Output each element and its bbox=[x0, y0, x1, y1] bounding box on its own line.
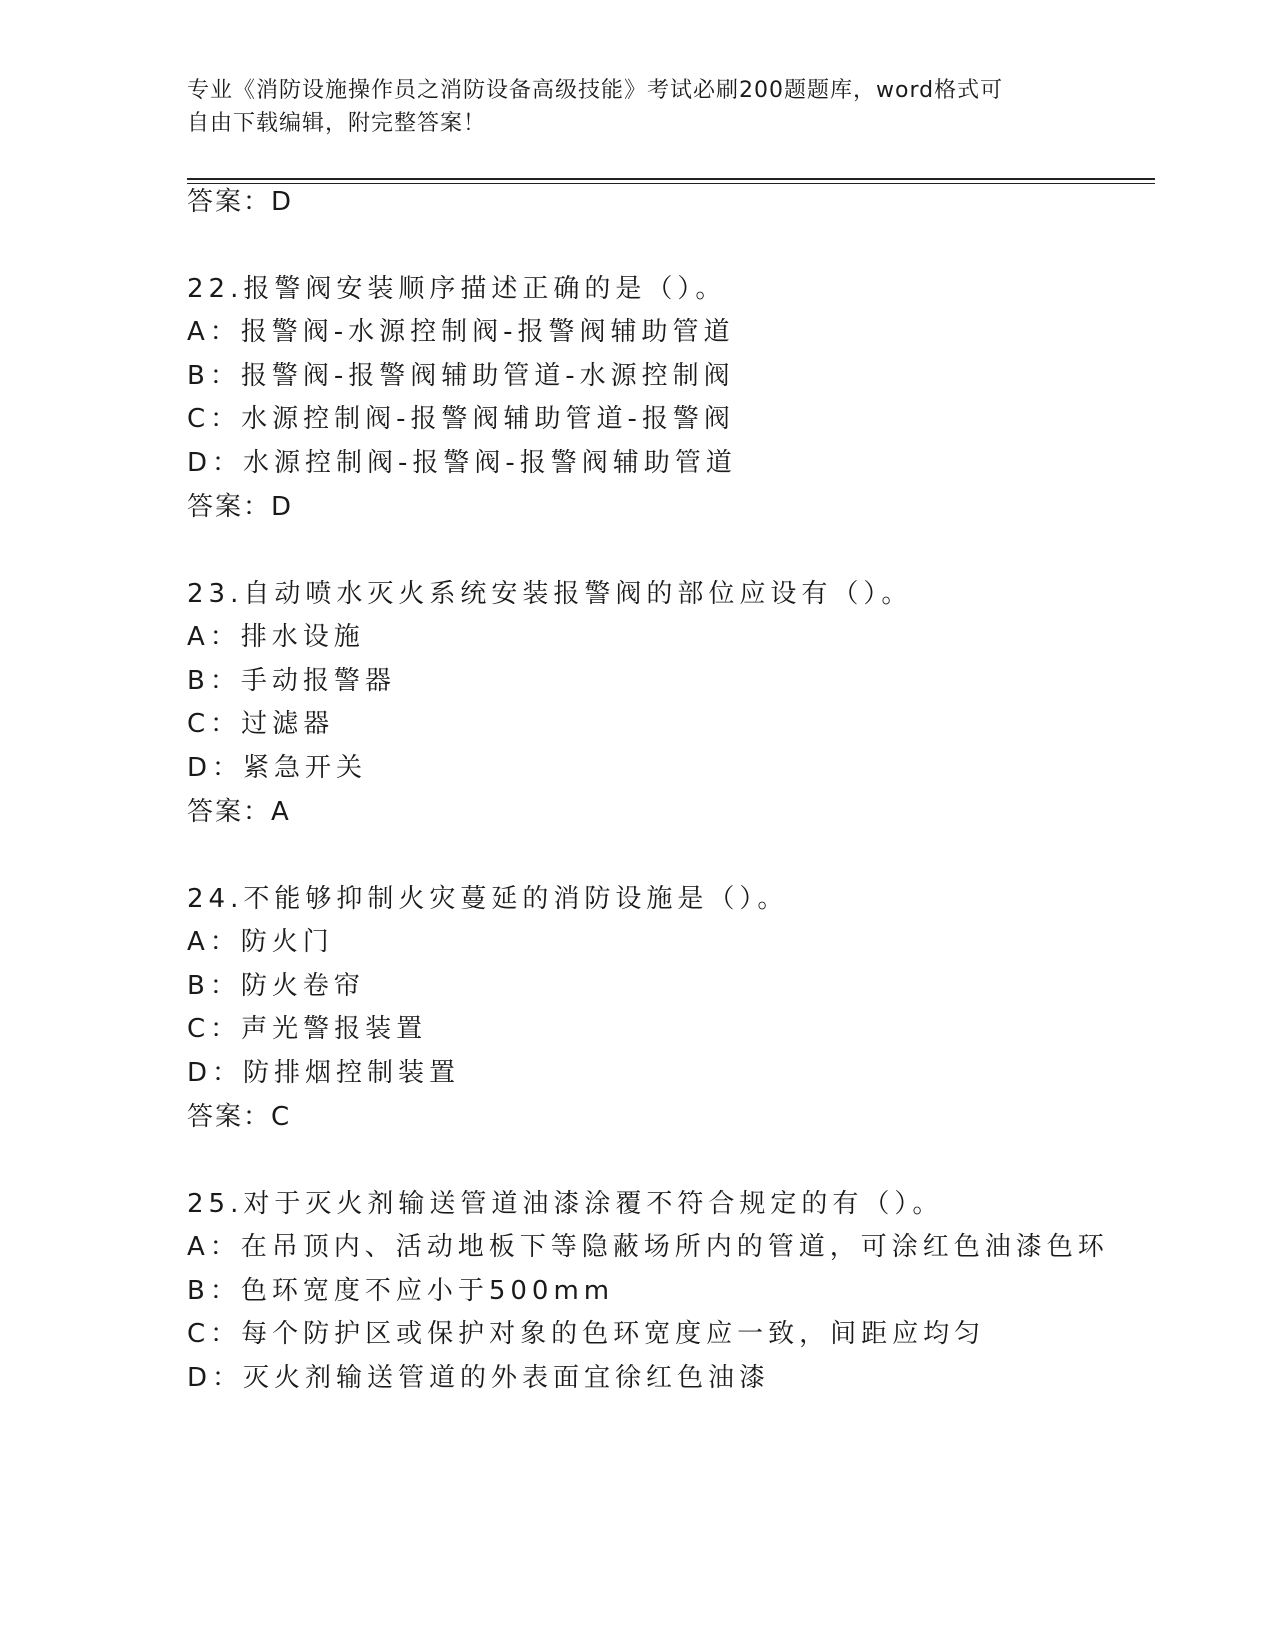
question-23-answer: 答案：A bbox=[187, 797, 291, 827]
question-23-option-a: A：排水设施 bbox=[187, 622, 365, 652]
header-divider-thin bbox=[187, 183, 1155, 184]
question-24-stem: 24.不能够抑制火灾蔓延的消防设施是（）。 bbox=[187, 884, 789, 914]
question-22-option-b: B：报警阀-报警阀辅助管道-水源控制阀 bbox=[187, 361, 735, 391]
question-22-option-a: A：报警阀-水源控制阀-报警阀辅助管道 bbox=[187, 317, 735, 347]
question-22-option-c: C：水源控制阀-报警阀辅助管道-报警阀 bbox=[187, 404, 735, 434]
header-line-2: 自由下载编辑，附完整答案！ bbox=[187, 111, 487, 136]
question-25-option-c: C：每个防护区或保护对象的色环宽度应一致，间距应均匀 bbox=[187, 1319, 986, 1349]
question-23-option-c: C：过滤器 bbox=[187, 709, 335, 739]
question-23-stem: 23.自动喷水灭火系统安装报警阀的部位应设有（）。 bbox=[187, 579, 913, 609]
question-24-option-c: C：声光警报装置 bbox=[187, 1014, 428, 1044]
question-24-option-a: A：防火门 bbox=[187, 927, 334, 957]
question-24-option-b: B：防火卷帘 bbox=[187, 971, 365, 1001]
question-24-option-d: D：防排烟控制装置 bbox=[187, 1058, 461, 1088]
question-23-option-b: B：手动报警器 bbox=[187, 666, 396, 696]
question-24-answer: 答案：C bbox=[187, 1102, 292, 1132]
answer-prev: 答案：D bbox=[187, 187, 294, 217]
question-22-option-d: D：水源控制阀-报警阀-报警阀辅助管道 bbox=[187, 448, 737, 478]
question-25-option-d: D：灭火剂输送管道的外表面宜徐红色油漆 bbox=[187, 1363, 771, 1393]
question-25-option-b: B：色环宽度不应小于500mm bbox=[187, 1276, 615, 1306]
question-22-stem: 22.报警阀安装顺序描述正确的是（）。 bbox=[187, 274, 727, 304]
question-23-option-d: D：紧急开关 bbox=[187, 753, 368, 783]
header-divider-thick bbox=[187, 178, 1155, 180]
question-25-option-a: A：在吊顶内、活动地板下等隐蔽场所内的管道，可涂红色油漆色环 bbox=[187, 1232, 1109, 1262]
document-header bbox=[187, 74, 1087, 140]
question-25-stem: 25.对于灭火剂输送管道油漆涂覆不符合规定的有（）。 bbox=[187, 1189, 944, 1219]
question-22-answer: 答案：D bbox=[187, 492, 294, 522]
header-line-1: 专业《消防设施操作员之消防设备高级技能》考试必刷200题题库，word格式可 bbox=[187, 78, 1004, 103]
